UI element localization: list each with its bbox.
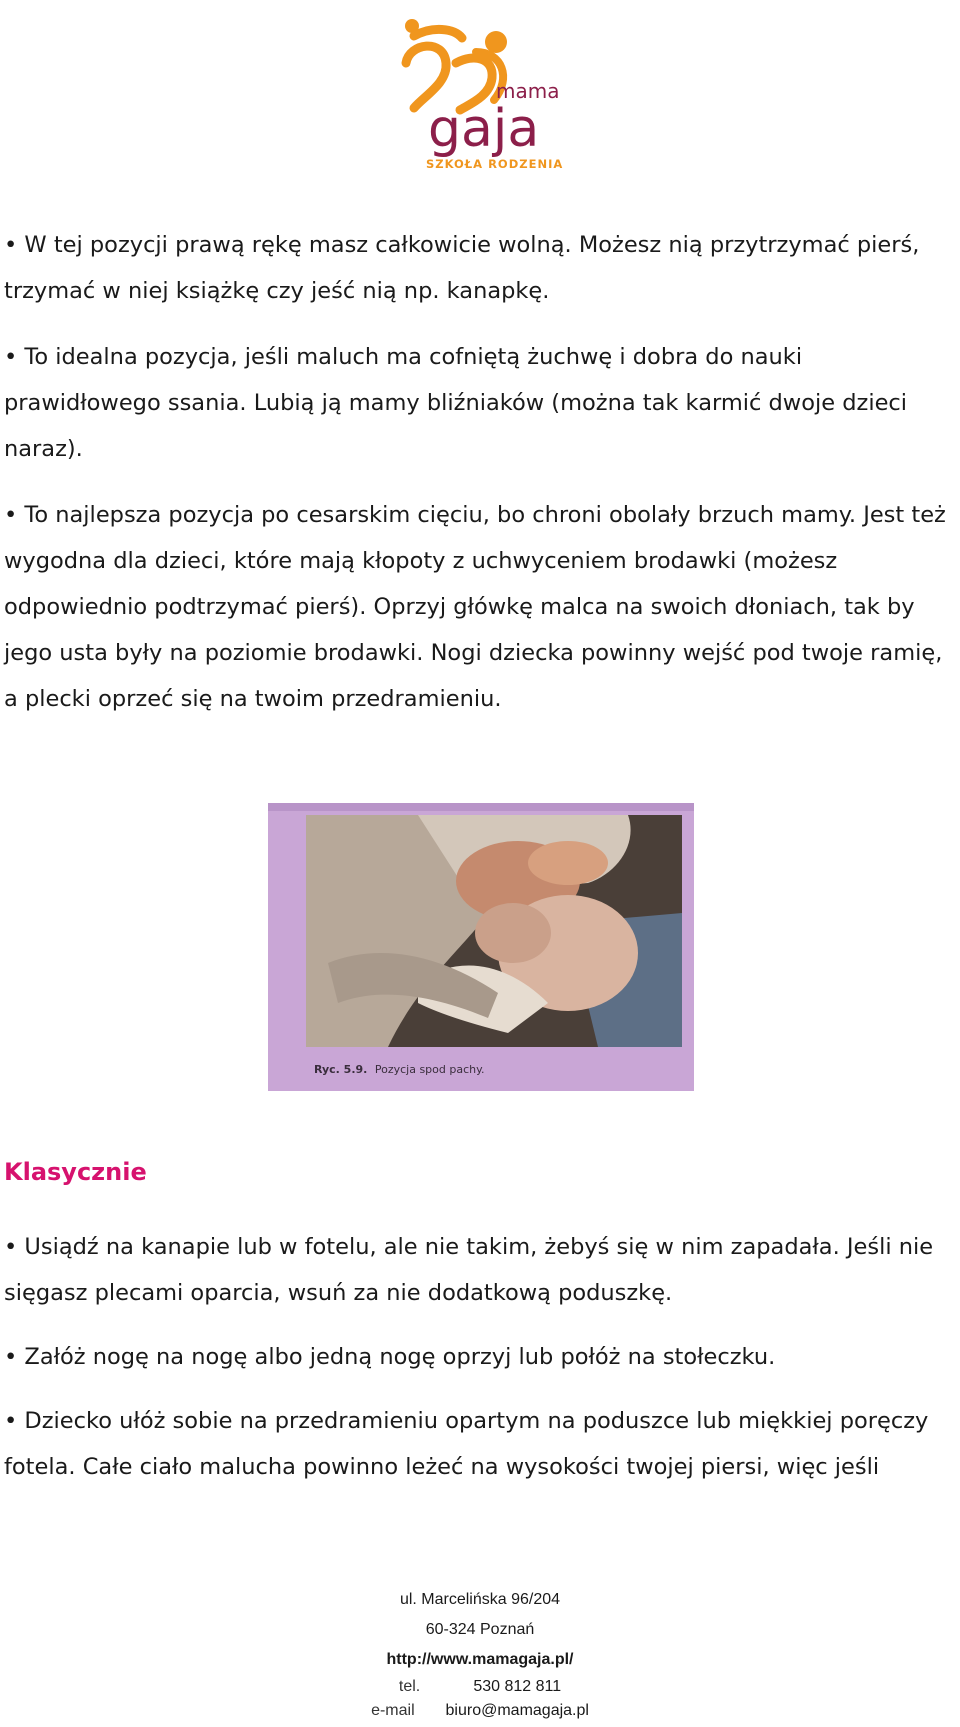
paragraph-4: • Usiądź na kanapie lub w fotelu, ale nie takim, żebyś się w nim zapadała. Jeśli nie sięgasz plecami oparcia, wsuń za nie dodatkową poduszkę. — [4, 1234, 934, 1306]
logo-subtitle: SZKOŁA RODZENIA — [426, 157, 564, 171]
email-link[interactable]: biuro@mamagaja.pl — [445, 1702, 589, 1719]
footer-city: 60-324 Poznań — [425, 1621, 535, 1638]
content-section-1 — [4, 222, 954, 742]
email-label: e-mail — [371, 1702, 415, 1719]
footer-address: ul. Marcelińska 96/204 — [399, 1591, 561, 1608]
footer-website-link[interactable]: http://www.mamagaja.pl/ — [386, 1651, 574, 1668]
footer-phone — [0, 1675, 960, 1699]
paragraph-6: • Dziecko ułóż sobie na przedramieniu opartym na poduszce lub miękkiej poręczy fotela. Całe ciało malucha powinno leżeć na wysokości twojej piersi, więc jeśli — [4, 1408, 929, 1480]
breastfeeding-photo — [268, 803, 694, 1091]
paragraph-1: • W tej pozycji prawą rękę masz całkowicie wolną. Możesz nią przytrzymać pierś, trzymać w niej książkę czy jeść nią np. kanapkę. — [4, 232, 920, 304]
mama-gaja-logo — [384, 8, 584, 173]
photo-caption-label: Ryc. 5.9. — [314, 1063, 368, 1076]
phone-number[interactable]: 530 812 811 — [473, 1678, 562, 1695]
svg-text:Ryc. 5.9. Pozycja spod pac — [314, 1063, 485, 1076]
photo-caption-text: Pozycja spod pachy. — [374, 1063, 485, 1076]
paragraph-2: • To idealna pozycja, jeśli maluch ma cofniętą żuchwę i dobra do nauki prawidłowego ssania. Lubią ją mamy bliźniaków (można tak karmić dwoje dzieci naraz). — [4, 344, 908, 462]
paragraph-3: • To najlepsza pozycja po cesarskim cięciu, bo chroni obolały brzuch mamy. Jest też wygodna dla dzieci, które mają kłopoty z uchwyceniem brodawki (możesz odpowiednio podtrzymać pierś). Oprzyj główkę malca na swoich dłoniach, tak by jego usta były na poziomie brodawki. Nogi dziecka powinny wejść pod twoje ramię, a plecki oprzeć się na twoim przedramieniu. — [4, 502, 946, 712]
content-section-2 — [4, 1224, 954, 1508]
logo-mama: mama — [496, 79, 560, 103]
footer — [0, 1585, 960, 1723]
section-heading: Klasycznie — [4, 1158, 147, 1186]
paragraph-5: • Załóż nogę na nogę albo jedną nogę oprzyj lub połóż na stołeczku. — [4, 1344, 776, 1370]
phone-label: tel. — [398, 1678, 421, 1695]
logo-gaja: gaja — [428, 99, 540, 159]
footer-email — [0, 1699, 960, 1723]
